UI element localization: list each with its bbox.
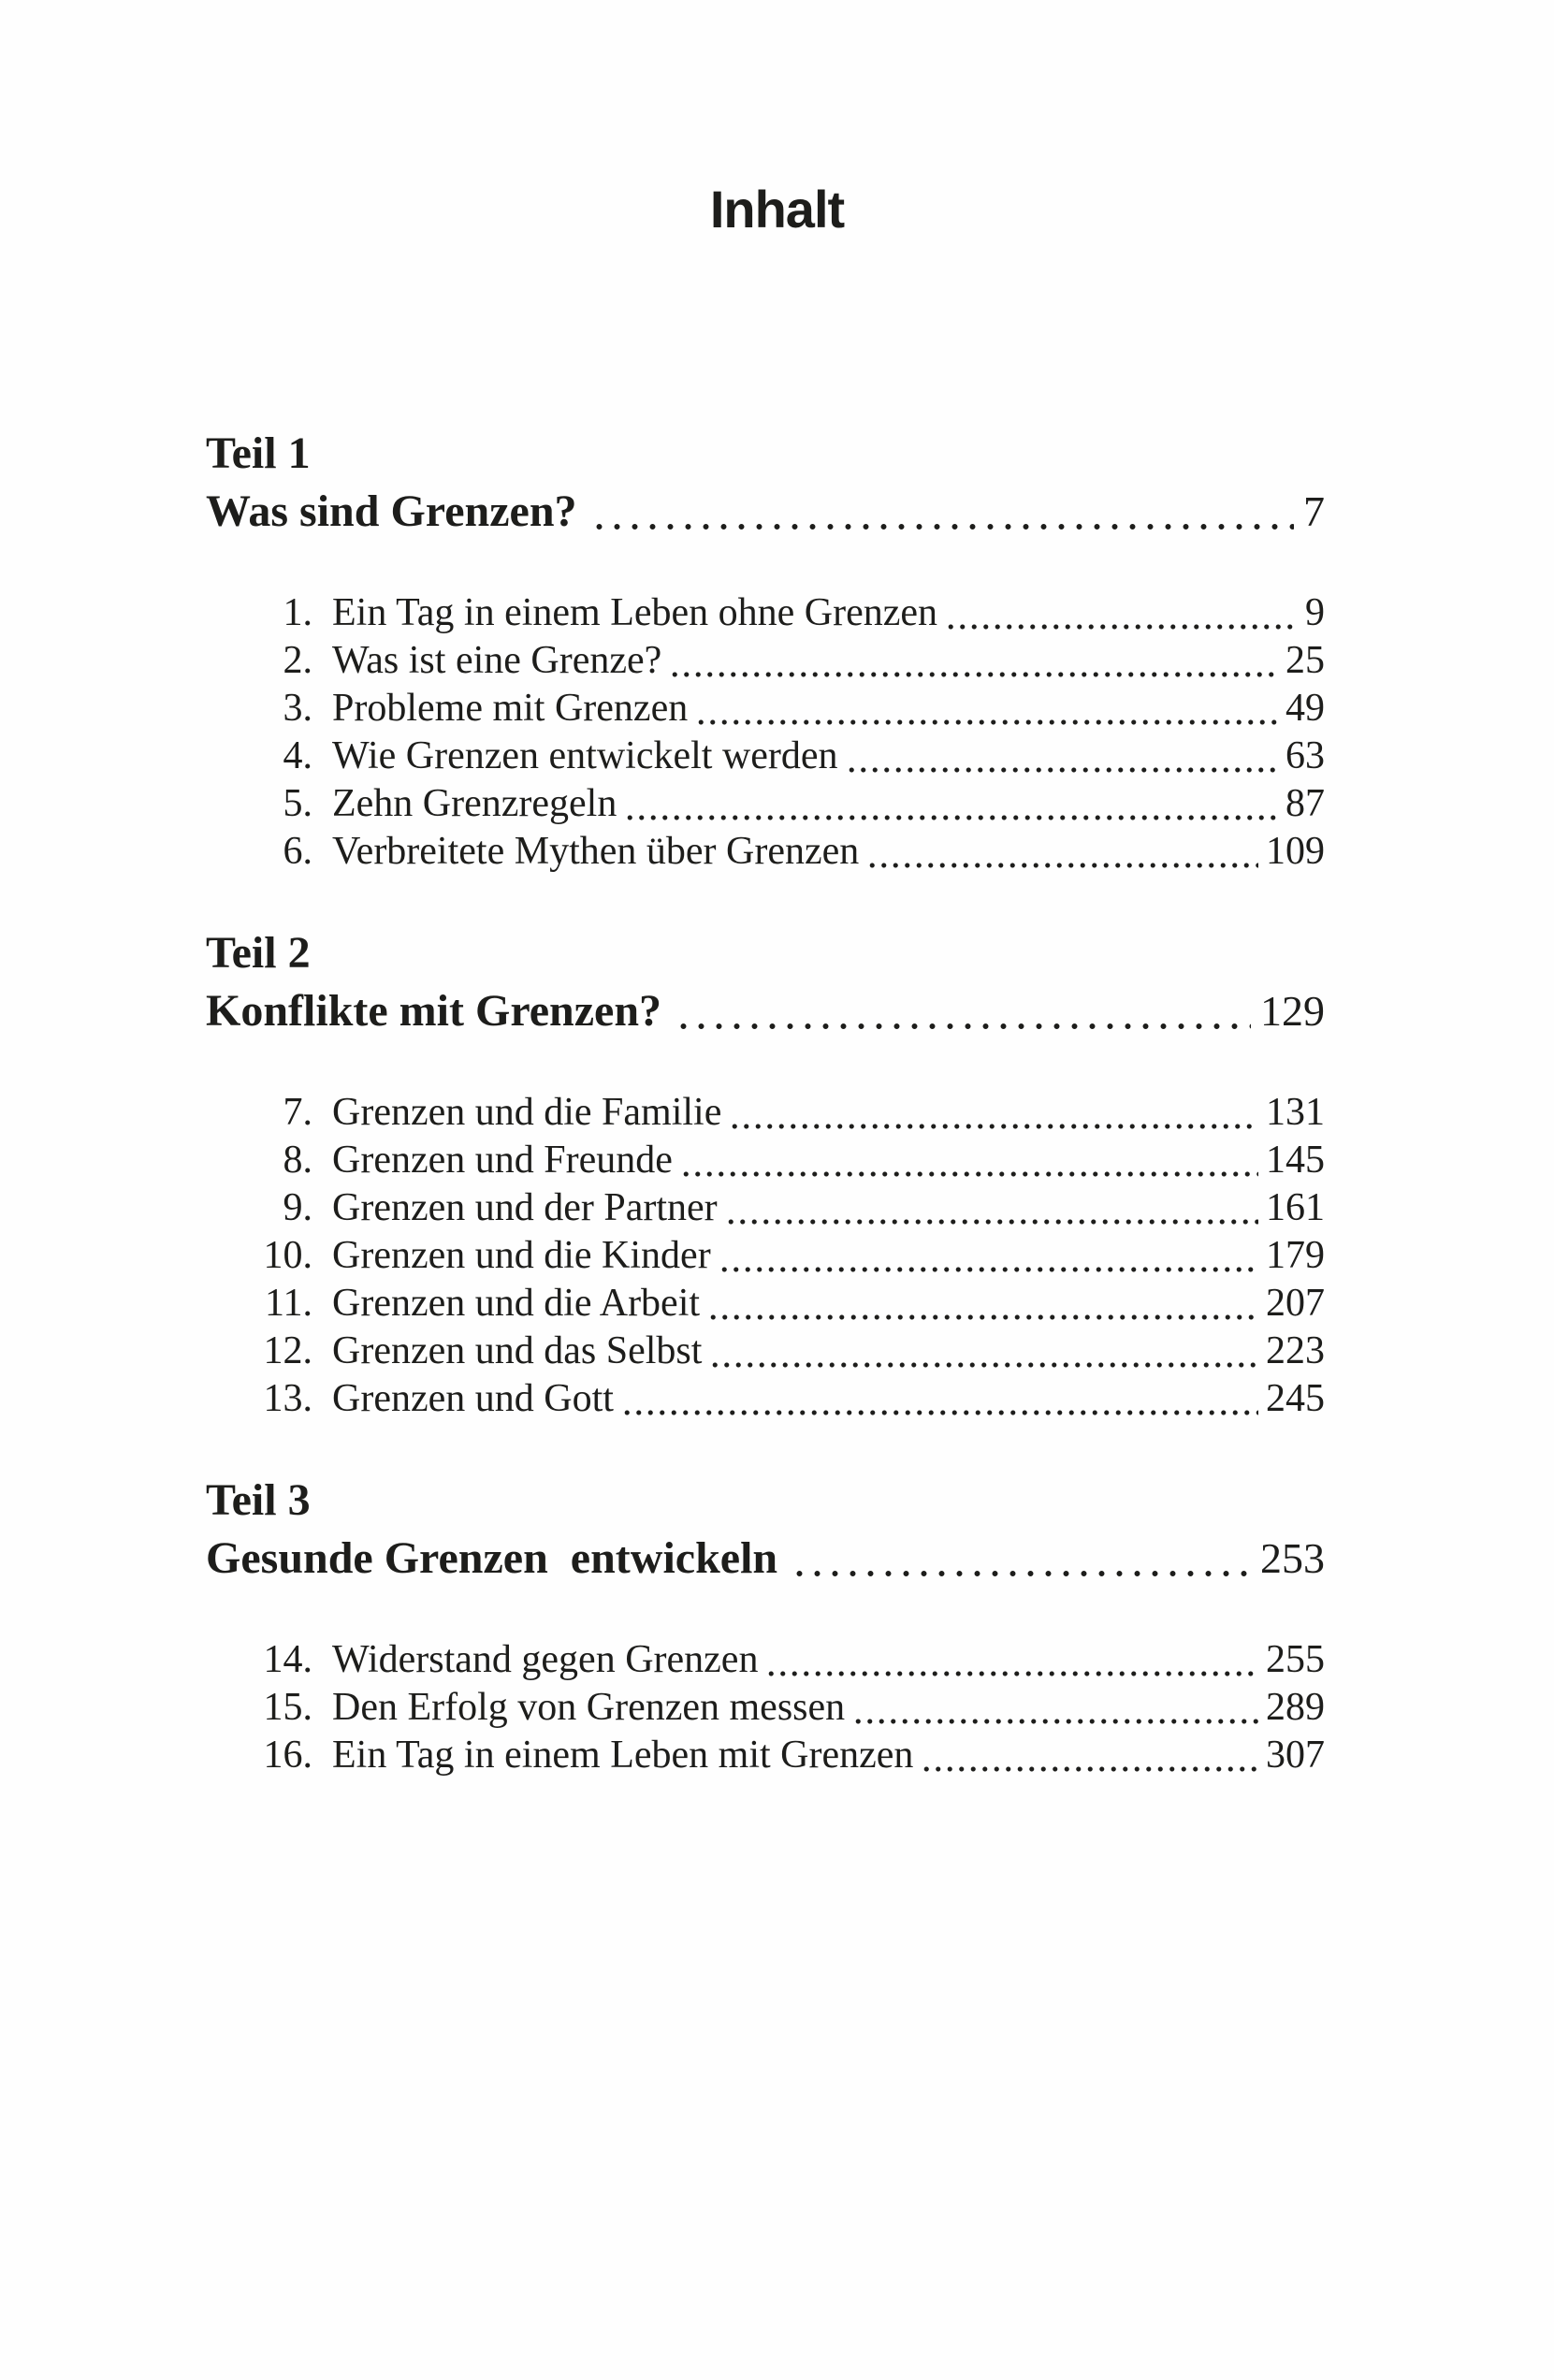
chapter-page-number: 25 — [1285, 639, 1325, 682]
section-heading — [206, 1472, 1325, 1588]
dot-leader — [675, 1020, 1251, 1033]
toc-item — [206, 1636, 1325, 1684]
section-page-number: 7 — [1303, 487, 1325, 535]
chapter-list — [206, 589, 1325, 876]
toc-item — [206, 1684, 1325, 1732]
toc-item — [206, 1732, 1325, 1779]
toc-item — [206, 1280, 1325, 1328]
dot-leader — [624, 812, 1278, 823]
chapter-page-number: 109 — [1266, 830, 1325, 873]
chapter-title: Ein Tag in einem Leben ohne Grenzen — [332, 591, 938, 634]
chapter-page-number: 289 — [1266, 1686, 1325, 1729]
toc-item — [206, 780, 1325, 828]
chapter-list — [206, 1089, 1325, 1423]
chapter-title: Grenzen und die Arbeit — [332, 1282, 701, 1325]
dot-leader — [921, 1763, 1258, 1775]
toc-section-teil-3 — [206, 1472, 1325, 1779]
section-title-row — [206, 982, 1325, 1040]
toc-item — [206, 733, 1325, 780]
toc-item — [206, 1232, 1325, 1280]
chapter-page-number: 245 — [1266, 1377, 1325, 1420]
chapter-number: 13. — [263, 1377, 312, 1420]
chapter-page-number: 255 — [1266, 1638, 1325, 1681]
chapter-title: Den Erfolg von Grenzen messen — [332, 1686, 846, 1729]
dot-leader — [709, 1359, 1258, 1371]
chapter-page-number: 63 — [1285, 734, 1325, 777]
section-title: Konflikte mit Grenzen? — [206, 986, 662, 1036]
dot-leader — [729, 1121, 1258, 1132]
toc-item — [206, 589, 1325, 637]
table-of-contents — [206, 425, 1325, 1779]
part-label: Teil 2 — [206, 928, 311, 978]
dot-leader — [621, 1407, 1258, 1418]
chapter-title: Was ist eine Grenze? — [332, 639, 662, 682]
chapter-number: 8. — [283, 1139, 312, 1182]
page-title: Inhalt — [709, 180, 845, 239]
chapter-number: 16. — [263, 1734, 312, 1777]
toc-item — [206, 685, 1325, 733]
chapter-title: Grenzen und Freunde — [332, 1139, 673, 1182]
toc-section-teil-1 — [206, 425, 1325, 876]
dot-leader — [765, 1668, 1258, 1679]
section-title: Was sind Grenzen? — [206, 486, 577, 536]
toc-section-teil-2 — [206, 924, 1325, 1423]
chapter-page-number: 87 — [1285, 782, 1325, 825]
toc-item — [206, 1184, 1325, 1232]
section-title-row — [206, 483, 1325, 541]
chapter-title: Grenzen und die Familie — [332, 1091, 722, 1134]
chapter-number: 4. — [283, 734, 312, 777]
dot-leader — [846, 764, 1278, 776]
dot-leader — [945, 621, 1298, 632]
chapter-title: Wie Grenzen entwickelt werden — [332, 734, 838, 777]
dot-leader — [866, 860, 1258, 871]
chapter-title: Widerstand gegen Grenzen — [332, 1638, 759, 1681]
chapter-title: Ein Tag in einem Leben mit Grenzen — [332, 1734, 914, 1777]
section-title: Gesunde Grenzen entwickeln — [206, 1533, 778, 1583]
toc-item — [206, 1137, 1325, 1184]
chapter-title: Grenzen und die Kinder — [332, 1234, 711, 1277]
section-heading — [206, 924, 1325, 1040]
dot-leader — [680, 1168, 1258, 1180]
dot-leader — [590, 520, 1294, 533]
chapter-page-number: 207 — [1266, 1282, 1325, 1325]
part-label: Teil 3 — [206, 1475, 311, 1525]
toc-item — [206, 1328, 1325, 1375]
chapter-number: 1. — [283, 591, 312, 634]
chapter-number: 3. — [283, 687, 312, 730]
toc-item — [206, 637, 1325, 685]
chapter-page-number: 49 — [1285, 687, 1325, 730]
section-page-number: 253 — [1260, 1534, 1325, 1582]
chapter-number: 6. — [283, 830, 312, 873]
chapter-page-number: 307 — [1266, 1734, 1325, 1777]
chapter-number: 11. — [265, 1282, 312, 1325]
chapter-list — [206, 1636, 1325, 1779]
section-page-number: 129 — [1260, 987, 1325, 1035]
chapter-page-number: 9 — [1305, 591, 1325, 634]
toc-item — [206, 828, 1325, 876]
dot-leader — [695, 717, 1278, 728]
chapter-number: 12. — [263, 1329, 312, 1372]
chapter-number: 10. — [263, 1234, 312, 1277]
dot-leader — [669, 669, 1278, 680]
section-heading — [206, 425, 1325, 541]
chapter-number: 7. — [283, 1091, 312, 1134]
chapter-number: 15. — [263, 1686, 312, 1729]
chapter-title: Verbreitete Mythen über Grenzen — [332, 830, 860, 873]
part-label: Teil 1 — [206, 428, 311, 478]
chapter-page-number: 145 — [1266, 1139, 1325, 1182]
dot-leader — [707, 1312, 1258, 1323]
chapter-page-number: 161 — [1266, 1186, 1325, 1229]
dot-leader — [719, 1264, 1258, 1275]
chapter-page-number: 223 — [1266, 1329, 1325, 1372]
chapter-number: 14. — [263, 1638, 312, 1681]
section-title-row — [206, 1530, 1325, 1588]
chapter-title: Grenzen und das Selbst — [332, 1329, 703, 1372]
chapter-page-number: 179 — [1266, 1234, 1325, 1277]
chapter-page-number: 131 — [1266, 1091, 1325, 1134]
dot-leader — [852, 1716, 1258, 1727]
chapter-title: Grenzen und der Partner — [332, 1186, 718, 1229]
chapter-title: Zehn Grenzregeln — [332, 782, 617, 825]
toc-item — [206, 1375, 1325, 1423]
chapter-number: 5. — [283, 782, 312, 825]
toc-item — [206, 1089, 1325, 1137]
dot-leader — [791, 1567, 1251, 1580]
chapter-number: 2. — [283, 639, 312, 682]
chapter-title: Grenzen und Gott — [332, 1377, 614, 1420]
chapter-number: 9. — [283, 1186, 312, 1229]
dot-leader — [725, 1216, 1258, 1227]
chapter-title: Probleme mit Grenzen — [332, 687, 689, 730]
